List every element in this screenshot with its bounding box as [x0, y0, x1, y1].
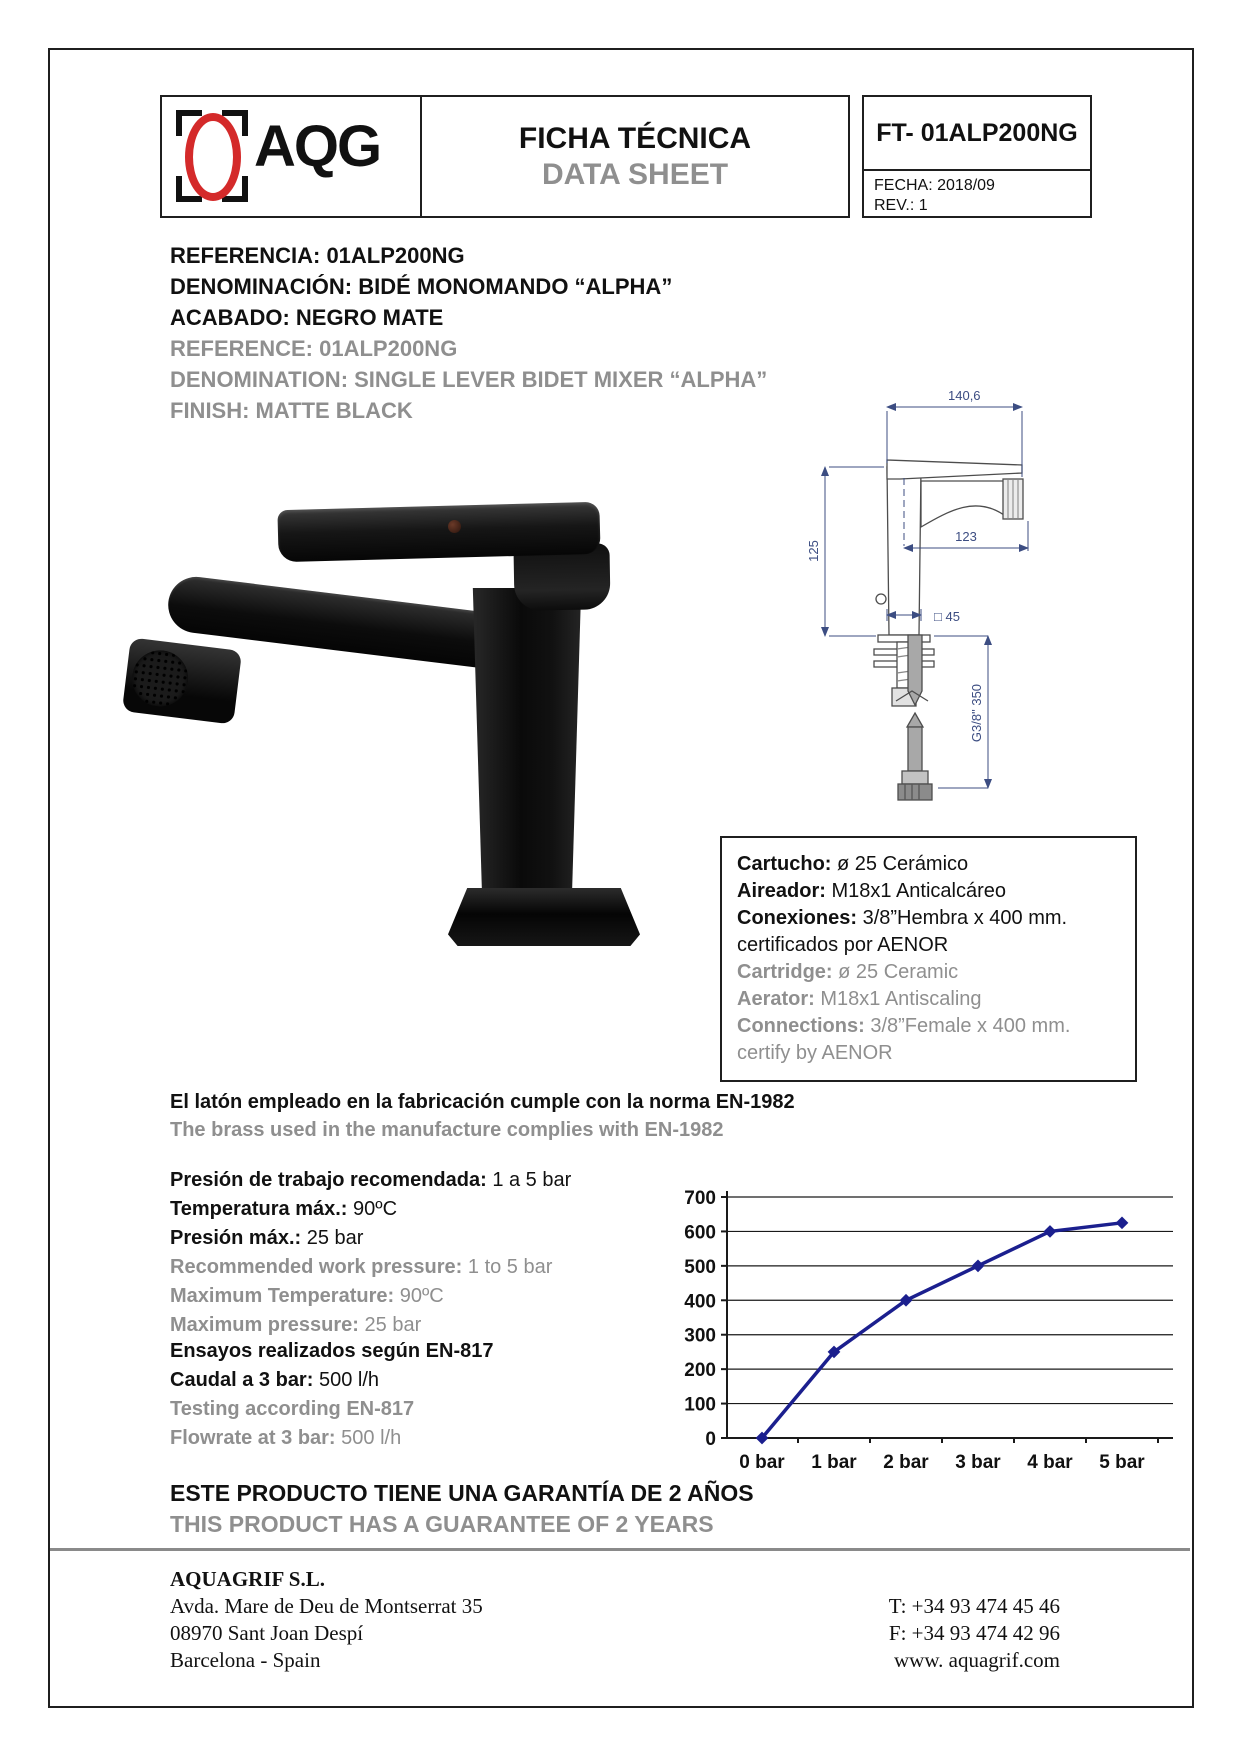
- testing-specs-block: [170, 1337, 493, 1453]
- logo-text: AQG: [254, 114, 381, 179]
- doc-code: FT- 01ALP200NG: [864, 97, 1090, 171]
- chart-x-label: 3 bar: [955, 1452, 1001, 1473]
- doc-meta: [864, 171, 1090, 216]
- max-temp-en: Maximum Temperature: 90ºC: [170, 1285, 444, 1307]
- aerator-line: Aerator: M18x1 Antiscaling: [737, 988, 982, 1010]
- faucet-body: [464, 588, 590, 924]
- dim-height-label: 125: [806, 540, 821, 562]
- product-photo: [118, 458, 693, 983]
- chart-x-label: 2 bar: [883, 1452, 929, 1473]
- faucet-base-plate: [448, 888, 640, 946]
- referencia-es: REFERENCIA: 01ALP200NG: [170, 243, 465, 268]
- footer-contact-block: [770, 1593, 1060, 1674]
- chart-x-label: 1 bar: [811, 1452, 857, 1473]
- chart-y-label: 200: [684, 1360, 716, 1382]
- doc-meta-cell: [862, 95, 1092, 218]
- chart-x-label: 4 bar: [1027, 1452, 1073, 1473]
- aqg-logo-icon: [176, 110, 248, 202]
- flowrate-chart: [645, 1185, 1193, 1485]
- testing-norm-es: Ensayos realizados según EN-817: [170, 1340, 494, 1362]
- address-line: Avda. Mare de Deu de Montserrat 35: [170, 1594, 483, 1618]
- connections-line: Connections: 3/8”Female x 400 mm. certify by AENOR: [737, 1015, 1071, 1064]
- working-specs-block: [170, 1166, 571, 1340]
- flowrate-en: Flowrate at 3 bar: 500 l/h: [170, 1427, 402, 1449]
- chart-y-label: 100: [684, 1394, 716, 1416]
- dim-width-label: 140,6: [948, 388, 981, 403]
- faucet-indicator-dot: [448, 520, 461, 533]
- logo-cell: [160, 95, 422, 218]
- reference-en: REFERENCE: 01ALP200NG: [170, 336, 458, 361]
- faucet-aerator: [122, 637, 242, 724]
- title-cell: [422, 95, 850, 218]
- finish-en: FINISH: MATTE BLACK: [170, 398, 413, 423]
- fax-line: F: +34 93 474 42 96: [888, 1621, 1060, 1645]
- phone-line: T: +34 93 474 45 46: [888, 1594, 1060, 1618]
- work-pressure-es: Presión de trabajo recomendada: 1 a 5 bar: [170, 1169, 572, 1191]
- chart-y-label: 400: [684, 1291, 716, 1313]
- faucet-aerator-mesh: [129, 647, 191, 709]
- address-line: 08970 Sant Joan Despí: [170, 1621, 364, 1645]
- technical-drawing: [788, 383, 1143, 828]
- chart-series-line: [762, 1223, 1122, 1438]
- flowrate-chart-svg: [645, 1185, 1193, 1485]
- chart-y-label: 500: [684, 1256, 716, 1278]
- footer-address-block: [170, 1566, 483, 1674]
- company-name: AQUAGRIF S.L.: [170, 1567, 325, 1591]
- cartridge-line: Cartridge: ø 25 Ceramic: [737, 961, 959, 983]
- address-line: Barcelona - Spain: [170, 1648, 321, 1672]
- max-pressure-es: Presión máx.: 25 bar: [170, 1227, 364, 1249]
- brass-norm-block: [170, 1088, 795, 1144]
- drawing-faucet-outline: [874, 460, 1023, 800]
- chart-marker: [972, 1259, 985, 1272]
- cartridge-info-box: [720, 836, 1137, 1082]
- header: [160, 95, 1092, 218]
- dim-base-label: □ 45: [934, 609, 960, 624]
- conexiones-line: Conexiones: 3/8”Hembra x 400 mm. certificados por AENOR: [737, 907, 1068, 956]
- aireador-line: Aireador: M18x1 Anticalcáreo: [737, 880, 1007, 902]
- flowrate-es: Caudal a 3 bar: 500 l/h: [170, 1369, 379, 1391]
- chart-marker: [1116, 1216, 1129, 1229]
- faucet-lever: [277, 502, 600, 562]
- testing-norm-en: Testing according EN-817: [170, 1398, 415, 1420]
- warranty-block: [170, 1478, 754, 1540]
- chart-x-label: 0 bar: [739, 1452, 785, 1473]
- website-line: www. aquagrif.com: [893, 1648, 1060, 1672]
- chart-x-label: 5 bar: [1099, 1452, 1145, 1473]
- warranty-es: ESTE PRODUCTO TIENE UNA GARANTÍA DE 2 AÑOS: [170, 1480, 754, 1506]
- brass-norm-en: The brass used in the manufacture complies with EN-1982: [170, 1119, 724, 1141]
- doc-title-en: DATA SHEET: [541, 157, 729, 191]
- max-pressure-en: Maximum pressure: 25 bar: [170, 1314, 422, 1336]
- denominacion-es: DENOMINACIÓN: BIDÉ MONOMANDO “ALPHA”: [170, 274, 673, 299]
- brass-norm-es: El latón empleado en la fabricación cumple con la norma EN-1982: [170, 1091, 795, 1113]
- chart-y-label: 0: [705, 1429, 716, 1450]
- doc-title-es: FICHA TÉCNICA: [518, 121, 752, 155]
- doc-date: FECHA: 2018/09: [874, 177, 995, 194]
- denomination-en: DENOMINATION: SINGLE LEVER BIDET MIXER “ALPHA”: [170, 367, 768, 392]
- doc-revision: REV.: 1: [874, 197, 928, 214]
- chart-y-label: 700: [684, 1188, 716, 1209]
- cartucho-line: Cartucho: ø 25 Cerámico: [737, 853, 969, 875]
- dim-thread-label: G3/8" 350: [969, 683, 984, 743]
- warranty-en: THIS PRODUCT HAS A GUARANTEE OF 2 YEARS: [170, 1511, 714, 1537]
- work-pressure-en: Recommended work pressure: 1 to 5 bar: [170, 1256, 553, 1278]
- footer-divider: [50, 1548, 1190, 1551]
- chart-y-label: 300: [684, 1325, 716, 1347]
- chart-marker: [1044, 1225, 1057, 1238]
- chart-y-label: 600: [684, 1222, 716, 1244]
- dim-spout-label: 123: [955, 529, 977, 544]
- max-temp-es: Temperatura máx.: 90ºC: [170, 1198, 398, 1220]
- logo-ring-icon: [185, 113, 241, 201]
- product-reference-block: [170, 240, 767, 426]
- acabado-es: ACABADO: NEGRO MATE: [170, 305, 444, 330]
